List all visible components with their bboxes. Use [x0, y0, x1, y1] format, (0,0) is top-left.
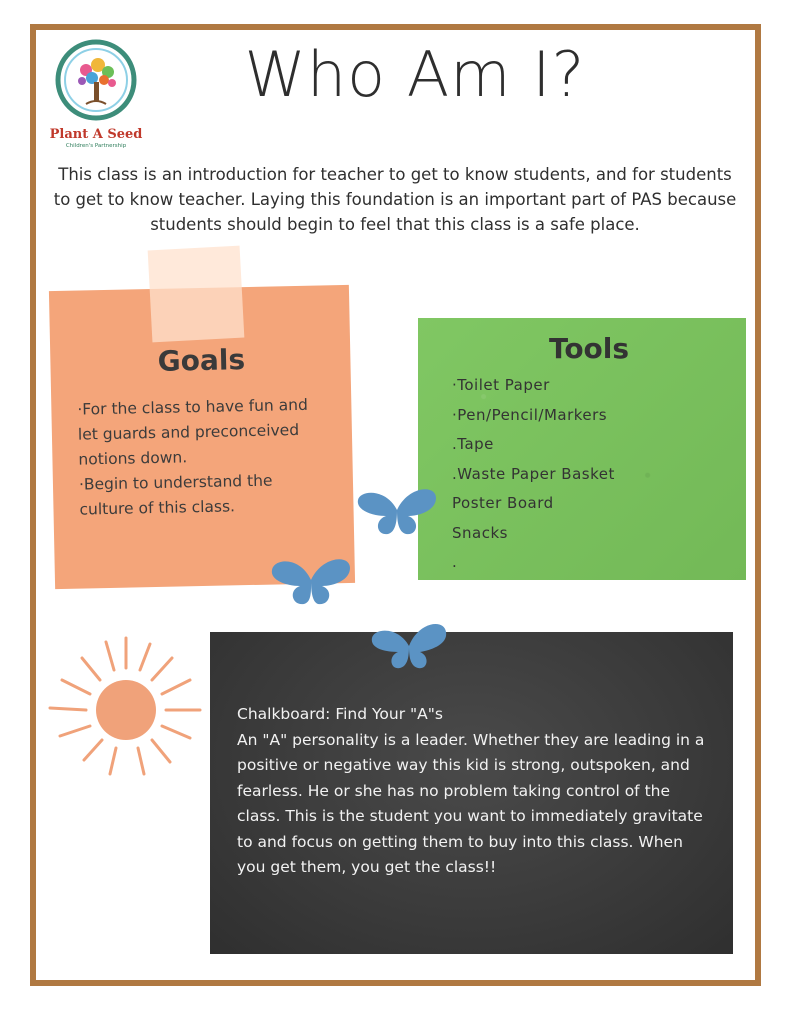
intro-paragraph: This class is an introduction for teacher to get to know students, and for students to get to know teacher. Laying this foundation is an important part of PAS because students should begin to feel that this class is a safe place. [53, 165, 737, 234]
tools-heading: Tools [548, 332, 630, 365]
logo-subtitle: Children's Partnership [65, 143, 127, 149]
list-item: Snacks [452, 523, 508, 542]
chalkboard-heading: Chalkboard: Find Your "A"s [237, 705, 443, 723]
butterfly-icon [370, 616, 448, 674]
list-item: Poster Board [452, 494, 554, 512]
goals-item: ·Begin to understand the culture of this class. [78, 471, 273, 519]
page-title: Who Am I? [244, 38, 586, 111]
list-item: . [452, 553, 458, 571]
goals-heading: Goals [157, 343, 246, 378]
tools-list [452, 371, 726, 578]
sun-icon [44, 628, 208, 778]
list-item: ·Toilet Paper [452, 376, 550, 394]
list-item: .Waste Paper Basket [452, 464, 615, 483]
logo-name: Plant A Seed [49, 127, 143, 142]
plant-a-seed-logo [46, 38, 146, 150]
tape-strip [148, 246, 245, 343]
chalkboard-panel [210, 632, 733, 954]
butterfly-icon [356, 480, 438, 540]
tools-board [418, 318, 746, 580]
chalkboard-body: An "A" personality is a leader. Whether they are leading in a positive or negative way this kid is strong, outspoken, and fearless. He or she has no problem taking control of the class. This is the student you want to immediately gravitate to and focus on getting them to buy into this class. When you get them, you get the class!! [237, 730, 705, 876]
butterfly-icon [270, 548, 352, 610]
list-item: ·Pen/Pencil/Markers [452, 405, 608, 424]
list-item: .Tape [452, 435, 494, 453]
goals-item: ·For the class to have fun and let guards and preconceived notions down. [77, 395, 309, 469]
